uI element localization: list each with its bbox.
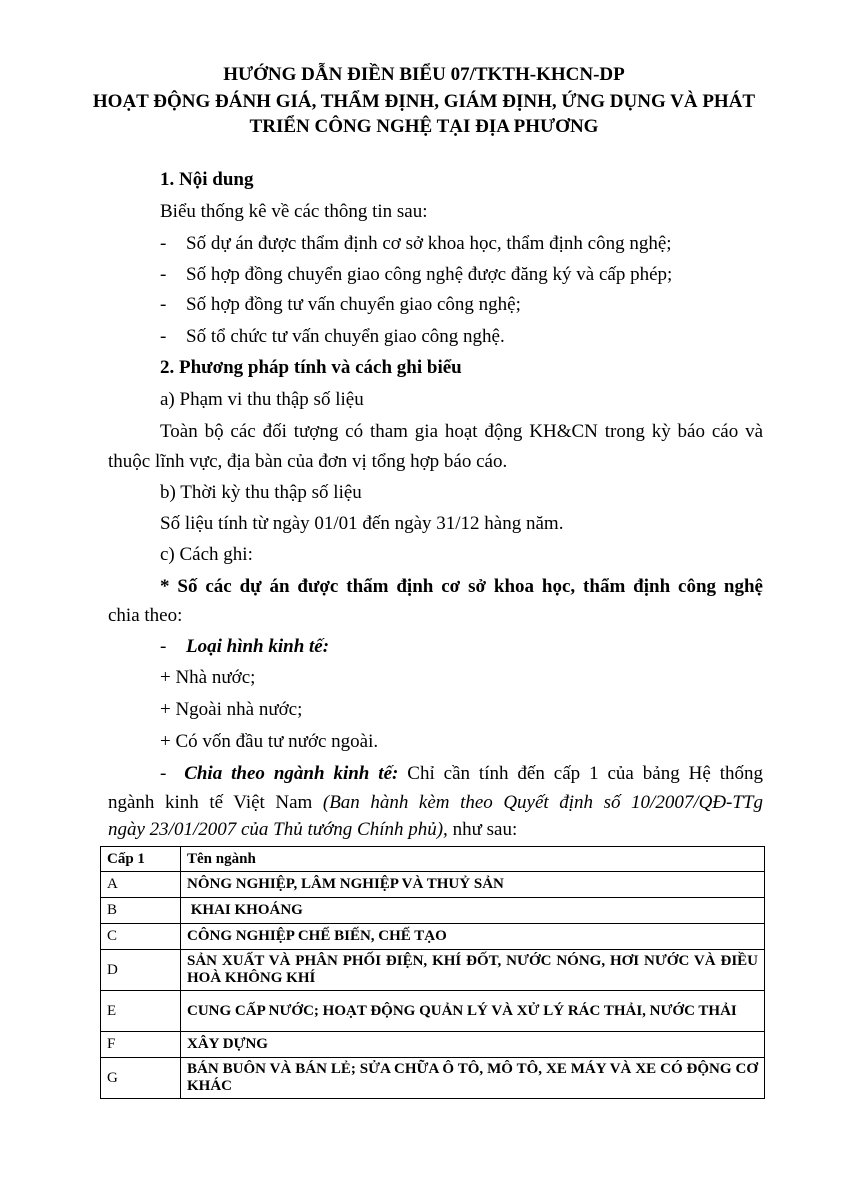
subsection-c-star-line-1: * Số các dự án được thẩm định cơ sở khoa học, thẩm định công nghệ — [160, 576, 763, 597]
column-header-sector-name: Tên ngành — [181, 847, 765, 872]
economic-sector-table — [100, 846, 765, 1099]
subsection-c-title: c) Cách ghi: — [160, 544, 253, 565]
table-row — [101, 1032, 765, 1058]
sector-text: Chỉ cần tính đến cấp 1 của bảng Hệ thống — [398, 763, 763, 784]
bullet-text: Số hợp đồng tư vấn chuyển giao công nghệ; — [186, 294, 521, 315]
sector-line-2-italic: (Ban hành kèm theo Quyết định số 10/2007/QĐ-TTg — [322, 792, 763, 813]
table-row — [101, 950, 765, 991]
bullet-item — [160, 294, 521, 316]
section-2-heading: 2. Phương pháp tính và cách ghi biểu — [160, 357, 462, 378]
table-row — [101, 924, 765, 950]
sector-line-3-italic: ngày 23/01/2007 của Thủ tướng Chính phủ), — [108, 819, 448, 840]
sector-code: F — [101, 1032, 181, 1058]
subsection-c-star-line-2: chia theo: — [108, 605, 183, 626]
bullet-item — [160, 264, 672, 286]
column-header-level: Cấp 1 — [101, 847, 181, 872]
sector-name: SẢN XUẤT VÀ PHÂN PHỐI ĐIỆN, KHÍ ĐỐT, NƯỚC NÓNG, HƠI NƯỚC VÀ ĐIỀU HOÀ KHÔNG KHÍ — [181, 950, 765, 991]
subsection-b-title: b) Thời kỳ thu thập số liệu — [160, 482, 362, 503]
section-1-heading: 1. Nội dung — [160, 169, 254, 190]
sector-code: A — [101, 872, 181, 898]
bullet-dash: - — [160, 326, 167, 347]
bullet-text: Số hợp đồng chuyển giao công nghệ được đăng ký và cấp phép; — [186, 264, 673, 285]
table-row — [101, 898, 765, 924]
bullet-item — [160, 233, 672, 255]
bullet-dash: - — [160, 233, 167, 254]
section-1-intro: Biểu thống kê về các thông tin sau: — [160, 201, 428, 222]
sector-name: BÁN BUÔN VÀ BÁN LẺ; SỬA CHỮA Ô TÔ, MÔ TÔ, XE MÁY VÀ XE CÓ ĐỘNG CƠ KHÁC — [181, 1058, 765, 1099]
sector-code: C — [101, 924, 181, 950]
sector-code: E — [101, 991, 181, 1032]
bullet-dash: - — [160, 294, 167, 315]
economic-type-item: + Ngoài nhà nước; — [160, 699, 303, 720]
subsection-a-text-line-2: thuộc lĩnh vực, địa bàn của đơn vị tổng hợp báo cáo. — [108, 451, 508, 472]
sector-code: D — [101, 950, 181, 991]
economic-type-item: + Nhà nước; — [160, 667, 256, 688]
sector-intro-line-2 — [108, 792, 763, 814]
sector-name: KHAI KHOÁNG — [181, 898, 765, 924]
subsection-a-title: a) Phạm vi thu thập số liệu — [160, 389, 364, 410]
sector-name: CUNG CẤP NƯỚC; HOẠT ĐỘNG QUẢN LÝ VÀ XỬ LÝ RÁC THẢI, NƯỚC THẢI — [181, 991, 765, 1032]
sector-intro-line-1 — [160, 763, 763, 785]
sector-dash: - — [160, 763, 167, 784]
subsection-a-text-line-1: Toàn bộ các đối tượng có tham gia hoạt động KH&CN trong kỳ báo cáo và — [160, 421, 763, 442]
table-row — [101, 872, 765, 898]
table-header-row — [101, 847, 765, 872]
economic-type-item: + Có vốn đầu tư nước ngoài. — [160, 731, 379, 752]
sector-line-3-normal: như sau: — [447, 819, 518, 840]
economic-type-label — [160, 636, 329, 658]
subsection-b-text: Số liệu tính từ ngày 01/01 đến ngày 31/12 hàng năm. — [160, 513, 564, 534]
document-title-line-3: TRIỂN CÔNG NGHỆ TẠI ĐỊA PHƯƠNG — [249, 116, 599, 137]
bullet-dash: - — [160, 264, 167, 285]
bullet-text: Số tổ chức tư vấn chuyển giao công nghệ. — [186, 326, 505, 347]
table-row — [101, 991, 765, 1032]
bullet-text: Số dự án được thẩm định cơ sở khoa học, thẩm định công nghệ; — [186, 233, 672, 254]
sector-code: B — [101, 898, 181, 924]
sector-label: Chia theo ngành kinh tế: — [184, 763, 399, 784]
sector-name: CÔNG NGHIỆP CHẾ BIẾN, CHẾ TẠO — [181, 924, 765, 950]
economic-type-text: Loại hình kinh tế: — [186, 636, 330, 657]
document-title-line-2: HOẠT ĐỘNG ĐÁNH GIÁ, THẨM ĐỊNH, GIÁM ĐỊNH, ỨNG DỤNG VÀ PHÁT — [92, 91, 756, 112]
economic-type-dash: - — [160, 636, 167, 657]
sector-code: G — [101, 1058, 181, 1099]
sector-name: XÂY DỰNG — [181, 1032, 765, 1058]
sector-line-2-normal: ngành kinh tế Việt Nam — [108, 792, 323, 813]
table-row — [101, 1058, 765, 1099]
document-title-line-1: HƯỚNG DẪN ĐIỀN BIỂU 07/TKTH-KHCN-DP — [223, 64, 625, 85]
sector-name: NÔNG NGHIỆP, LÂM NGHIỆP VÀ THUỶ SẢN — [181, 872, 765, 898]
bullet-item — [160, 326, 505, 348]
sector-intro-line-3 — [108, 819, 517, 841]
